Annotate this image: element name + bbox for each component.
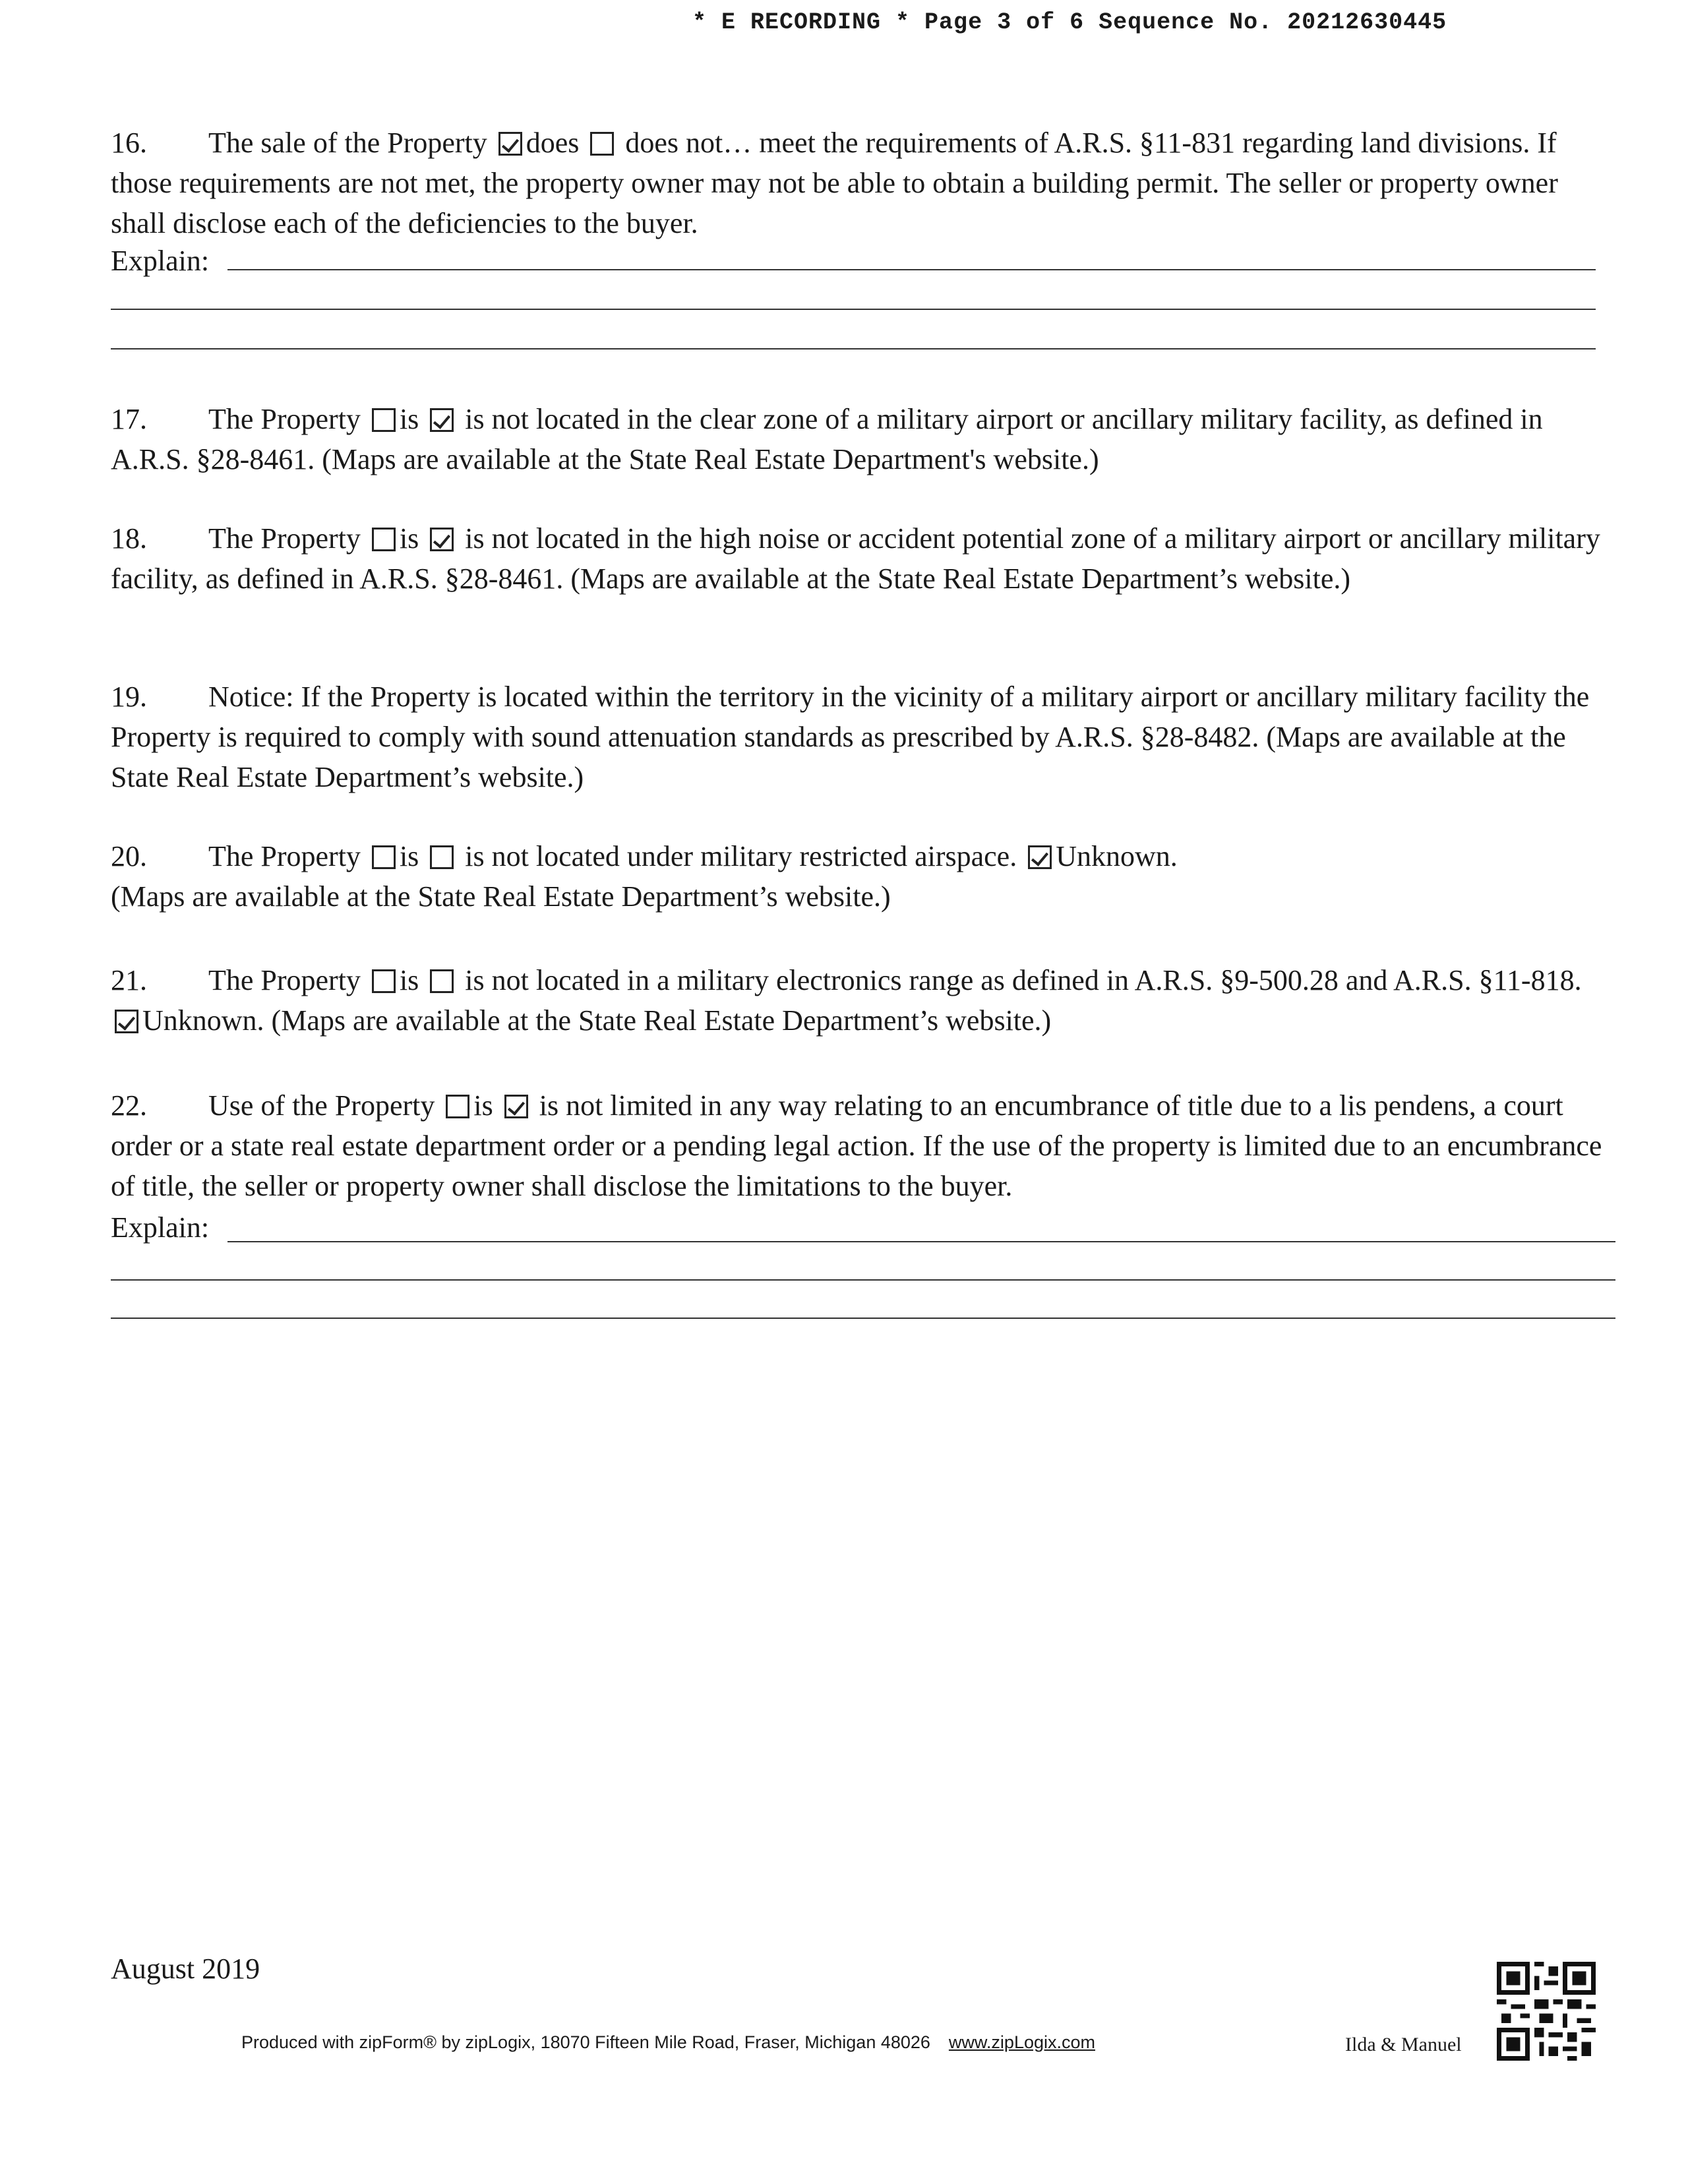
item-text: is not located in the high noise or accident potential zone of a military airport or ancillary military facility, as defined in A.R.S. §28-8461. (Maps are available at the State Real Estate Department’s website.)	[111, 522, 1600, 595]
item-number: 19.	[111, 681, 147, 713]
checkbox-is-not[interactable]	[430, 408, 454, 432]
producer-line	[241, 2032, 1095, 2053]
checkbox-is[interactable]	[372, 969, 396, 993]
checkbox-does[interactable]	[498, 132, 522, 156]
item-number: 20.	[111, 840, 147, 872]
option-does: does	[526, 127, 580, 159]
item-16	[111, 123, 1614, 243]
option-is: is	[399, 403, 419, 435]
item-text: is not located under military restricted airspace.	[465, 840, 1017, 872]
item-number: 18.	[111, 522, 147, 555]
checkbox-is-not[interactable]	[430, 845, 454, 869]
item-text: The sale of the Property	[208, 127, 487, 159]
item-text: is not located in the clear zone of a military airport or ancillary military facility, as defined in A.R.S. §28-8461. (Maps are available at the State Real Estate Department's website.)	[111, 403, 1543, 475]
option-is: is	[399, 840, 419, 872]
checkbox-is[interactable]	[372, 528, 396, 551]
explain-label: Explain:	[111, 1211, 210, 1244]
item-17	[111, 399, 1614, 479]
checkbox-is[interactable]	[372, 408, 396, 432]
item-number: 16.	[111, 127, 147, 159]
producer-text: Produced with zipForm® by zipLogix, 18070 Fifteen Mile Road, Fraser, Michigan 48026	[241, 2032, 930, 2052]
item-text: does not… meet the requirements of A.R.S. §11-831 regarding land divisions. If those requirements are not met, the property owner may not be able to obtain a building permit. The seller or property owner shall disclose each of the deficiencies to the buyer.	[111, 127, 1558, 239]
explain-label: Explain:	[111, 245, 210, 277]
checkbox-is[interactable]	[446, 1095, 469, 1118]
item-20	[111, 836, 1614, 917]
explain-line[interactable]	[111, 348, 1596, 349]
checkbox-is[interactable]	[372, 845, 396, 869]
item-21	[111, 960, 1614, 1041]
checkbox-is-not[interactable]	[430, 969, 454, 993]
option-is: is	[473, 1089, 493, 1122]
item-number: 21.	[111, 964, 147, 996]
item-text: (Maps are available at the State Real Estate Department’s website.)	[111, 880, 891, 913]
option-is: is	[399, 522, 419, 555]
item-number: 17.	[111, 403, 147, 435]
item-text: The Property	[208, 964, 361, 996]
item-text: The Property	[208, 403, 361, 435]
item-text: Use of the Property	[208, 1089, 435, 1122]
checkbox-is-not[interactable]	[504, 1095, 528, 1118]
ziplogix-link[interactable]: www.zipLogix.com	[948, 2032, 1095, 2052]
option-unknown: Unknown.	[1056, 840, 1178, 872]
item-text: is not located in a military electronics range as defined in A.R.S. §9-500.28 and A.R.S. §11-818.	[465, 964, 1582, 996]
item-number: 22.	[111, 1089, 147, 1122]
checkbox-unknown[interactable]	[115, 1010, 138, 1033]
item-19	[111, 677, 1614, 797]
explain-line[interactable]	[227, 269, 1596, 270]
checkbox-is-not[interactable]	[430, 528, 454, 551]
item-text: Notice: If the Property is located within the territory in the vicinity of a military airport or ancillary military facility the Property is required to comply with sound attenuation standards as prescribed by A.R.S. §28-8482. (Maps are available at the State Real Estate Department’s website.)	[111, 681, 1590, 793]
explain-line[interactable]	[111, 1279, 1615, 1281]
form-date: August 2019	[111, 1953, 260, 1985]
option-is: is	[399, 964, 419, 996]
qr-code-icon	[1497, 1962, 1596, 2061]
option-unknown: Unknown. (Maps are available at the State Real Estate Department’s website.)	[142, 1004, 1052, 1037]
checkbox-does-not[interactable]	[590, 132, 614, 156]
item-22	[111, 1085, 1614, 1206]
explain-line[interactable]	[111, 309, 1596, 310]
item-text: The Property	[208, 840, 361, 872]
item-text: The Property	[208, 522, 361, 555]
item-18	[111, 518, 1614, 599]
checkbox-unknown[interactable]	[1028, 845, 1052, 869]
item-text: is not limited in any way relating to an encumbrance of title due to a lis pendens, a court order or a state real estate department order or a pending legal action. If the use of the property is limited due to an encumbrance of title, the seller or property owner shall disclose the limitations to the buyer.	[111, 1089, 1602, 1202]
explain-line[interactable]	[227, 1241, 1615, 1242]
transaction-name: Ilda & Manuel	[1345, 2034, 1462, 2055]
recording-header: * E RECORDING * Page 3 of 6 Sequence No. 20212630445	[692, 9, 1447, 36]
explain-line[interactable]	[111, 1318, 1615, 1319]
